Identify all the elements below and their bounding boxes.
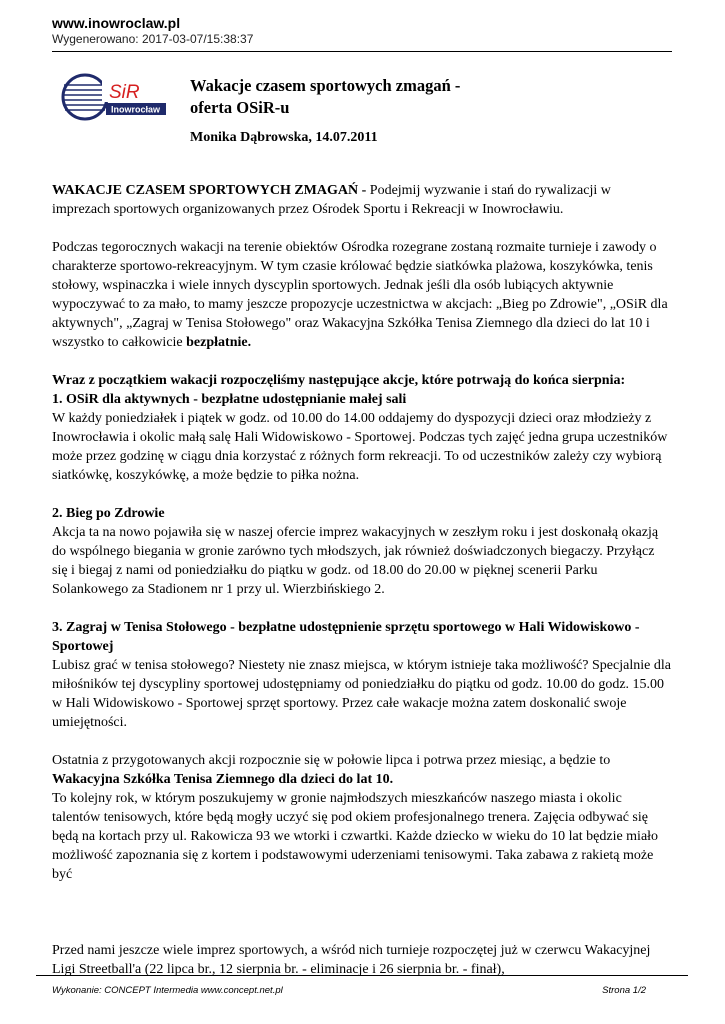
page-footer <box>52 985 646 996</box>
s3-heading-text: 3. Zagraj w Tenisa Stołowego - bezpłatne udostępnienie sprzętu sportowego w Hali Widowiskowo - Sportowej <box>52 620 640 654</box>
section-3-heading <box>52 618 672 656</box>
lead-text: Podejmij wyzwanie i stań do rywalizacji w imprezach sportowych organizowanych przez Ośrodek Sportu i Rekreacji w Inowrocławiu. <box>52 183 611 217</box>
paragraph-5: Przed nami jeszcze wiele imprez sportowych, a wśród nich turnieje rozpoczętej już w czerwcu Wakacyjnej Ligi Streetball'a (22 lipca br., 12 sierpnia br. - eliminacje i 26 sierpnia br. - finał), <box>52 943 651 977</box>
paragraph-4-cont: To kolejny rok, w którym poszukujemy w gronie najmłodszych mieszkańców naszego miasta i okolic talentów tenisowych, które będą mogły uczyć się pod okiem profesjonalnego trenera. Zajęcia odbywać się będą na kortach przy ul. Rakowicza 93 we wtorki i czwartki. Każde dziecko w wieku do 10 lat będzie miało możliwość zapoznania się z kortem i podstawowymi uderzeniami tenisowymi. Taka zabawa z rakietą może być <box>52 791 659 882</box>
s2-heading-text: 2. Bieg po Zdrowie <box>52 506 165 521</box>
svg-text:SiR: SiR <box>109 82 140 103</box>
p4-bold: Wakacyjna Szkółka Tenisa Ziemnego dla dzieci do lat 10. <box>52 772 394 787</box>
footer-divider <box>36 975 688 976</box>
p4-text: Ostatnia z przygotowanych akcji rozpocznie się w połowie lipca i potrwa przez miesiąc, a będzie to <box>52 753 611 768</box>
article-title-line-2: oferta OSiR-u <box>190 98 290 117</box>
section-2-text: Akcja ta na nowo pojawiła się w naszej ofercie imprez wakacyjnych w zeszłym roku i jest doskonałą okazją do wspólnego biegania w gronie zarówno tych młodszych, jak również doświadczonych biegaczy. Przyłącz się i biegaj z nami od poniedziałku do piątku w godz. od 18.00 do 20.00 w pięknej scenerii Parku Solankowego za Stadionem nr 1 przy ul. Wierzbińskiego 2. <box>52 525 659 597</box>
intro-heading <box>52 371 672 390</box>
s1-heading-text: 1. OSiR dla aktywnych - bezpłatne udostępnianie małej sali <box>52 392 407 407</box>
article-author-date: Monika Dąbrowska, 14.07.2011 <box>190 130 378 145</box>
lead-bold: WAKACJE CZASEM SPORTOWYCH ZMAGAŃ - <box>52 183 367 198</box>
article-title-line-1: Wakacje czasem sportowych zmagań - <box>190 76 461 95</box>
page-number: Strona 1/2 <box>602 985 646 996</box>
spacer <box>52 884 672 941</box>
lead-paragraph <box>52 181 672 219</box>
intro-bold: Wraz z początkiem wakacji rozpoczęliśmy następujące akcje, które potrwają do końca sierpnia: <box>52 373 626 388</box>
paragraph-2 <box>52 238 672 352</box>
section-2-heading <box>52 504 672 523</box>
osir-logo <box>56 72 180 124</box>
generated-timestamp: Wygenerowano: 2017-03-07/15:38:37 <box>52 32 254 46</box>
header-divider <box>52 51 672 52</box>
article-body <box>52 181 672 998</box>
p2-text: Podczas tegorocznych wakacji na terenie obiektów Ośrodka rozegrane zostaną rozmaite turnieje i zawody o charakterze sportowo-rekreacyjnym. W tym czasie królować będzie siatkówka plażowa, koszykówka, tenis stołowy, wspinaczka i wiele innych dyscyplin sportowych. Jednak jeśli dla osób lubiących aktywnie wypoczywać to za mało, to mamy jeszcze propozycje uczestnictwa w akcjach: „Bieg po Zdrowie", „OSiR dla aktywnych", „Zagraj w Tenisa Stołowego" oraz Wakacyjna Szkółka Tenisa Ziemnego dla dzieci do lat 10 i wszystko to całkowicie <box>52 240 668 350</box>
p2-bold: bezpłatnie. <box>186 335 252 350</box>
article-title <box>190 75 610 119</box>
paragraph-4 <box>52 751 672 789</box>
section-1-text: W każdy poniedziałek i piątek w godz. od 10.00 do 14.00 oddajemy do dyspozycji dzieci oraz młodzieży z Inowrocławia i okolic małą salę Hali Widowiskowo - Sportowej. Podczas tych zajęć jedna grupa uczestników może przez godzinę w ciągu dnia korzystać z różnych form rekreacji. To od uczestników zależy czy wybiorą siatkówkę, koszykówkę, a może będzie to piłka nożna. <box>52 411 668 483</box>
section-1-heading <box>52 390 672 409</box>
svg-text:Inowrocław: Inowrocław <box>111 104 161 115</box>
section-3-text: Lubisz grać w tenisa stołowego? Niestety nie znasz miejsca, w którym istnieje taka możliwość? Specjalnie dla miłośników tej dyscypliny sportowej udostępniamy od poniedziałku do piątku od godz. 10.00 do godz. 15.00 w Hali Widowiskowo - Sportowej sprzęt sportowy. Przez całe wakacje można zatem doskonalić swoje umiejętności. <box>52 658 671 730</box>
footer-credit: Wykonanie: CONCEPT Intermedia www.concept.net.pl <box>52 985 283 996</box>
page-header <box>52 14 672 47</box>
site-url: www.inowroclaw.pl <box>52 15 181 31</box>
